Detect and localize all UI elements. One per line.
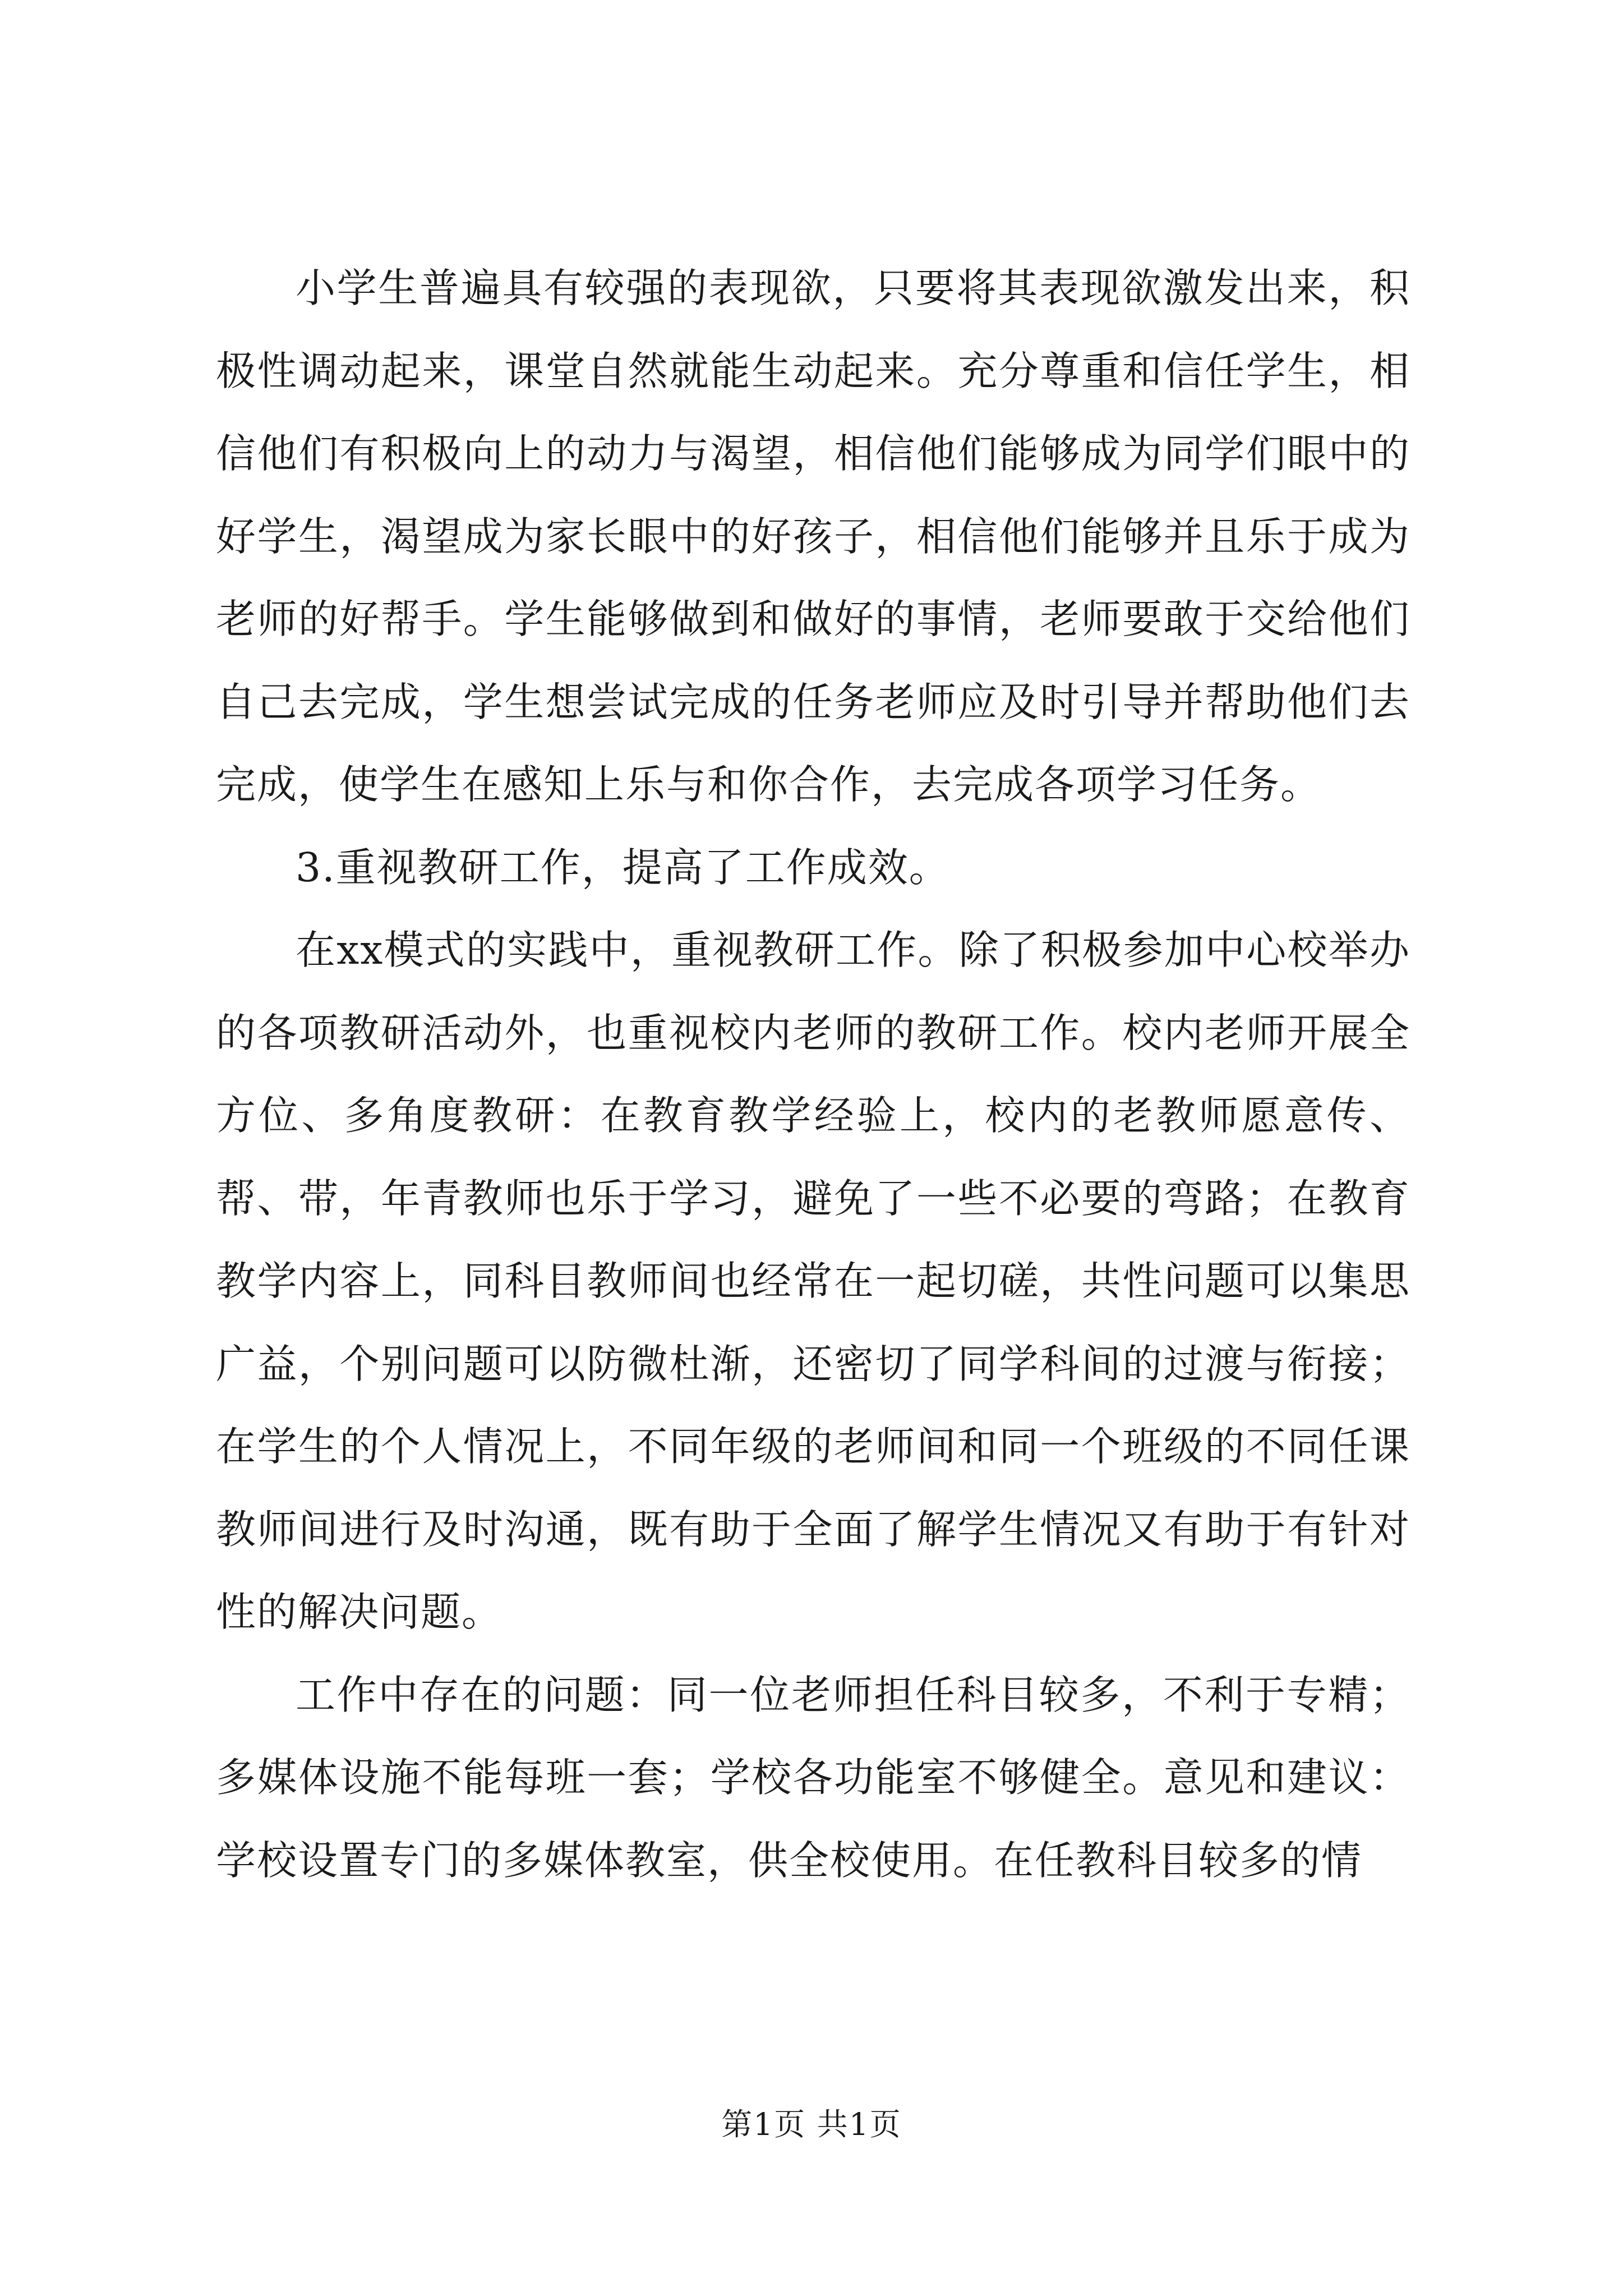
- document-body: [216, 247, 1410, 1902]
- paragraph-heading: 3.重视教研工作，提高了工作成效。: [296, 844, 950, 891]
- paragraph: 工作中存在的问题：同一位老师担任科目较多，不利于专精；多媒体设施不能每班一套；学校各功能室不够健全。意见和建议：学校设置专门的多媒体教室，供全校使用。在任教科目较多的情: [216, 1671, 1410, 1884]
- page-footer: 第1页 共1页: [721, 2106, 902, 2142]
- paragraph: 小学生普遍具有较强的表现欲，只要将其表现欲激发出来，积极性调动起来，课堂自然就能生动起来。充分尊重和信任学生，相信他们有积极向上的动力与渴望，相信他们能够成为同学们眼中的好学生，渴望成为家长眼中的好孩子，相信他们能够并且乐于成为老师的好帮手。学生能够做到和做好的事情，老师要敢于交给他们自己去完成，学生想尝试完成的任务老师应及时引导并帮助他们去完成，使学生在感知上乐与和你合作，去完成各项学习任务。: [216, 265, 1410, 808]
- paragraph: 在xx模式的实践中，重视教研工作。除了积极参加中心校举办的各项教研活动外，也重视校内老师的教研工作。校内老师开展全方位、多角度教研：在教育教学经验上，校内的老教师愿意传、帮、带，年青教师也乐于学习，避免了一些不必要的弯路；在教育教学内容上，同科目教师间也经常在一起切磋，共性问题可以集思广益，个别问题可以防微杜渐，还密切了同学科间的过渡与衔接；在学生的个人情况上，不同年级的老师间和同一个班级的不同任课教师间进行及时沟通，既有助于全面了解学生情况又有助于有针对性的解决问题。: [216, 927, 1410, 1635]
